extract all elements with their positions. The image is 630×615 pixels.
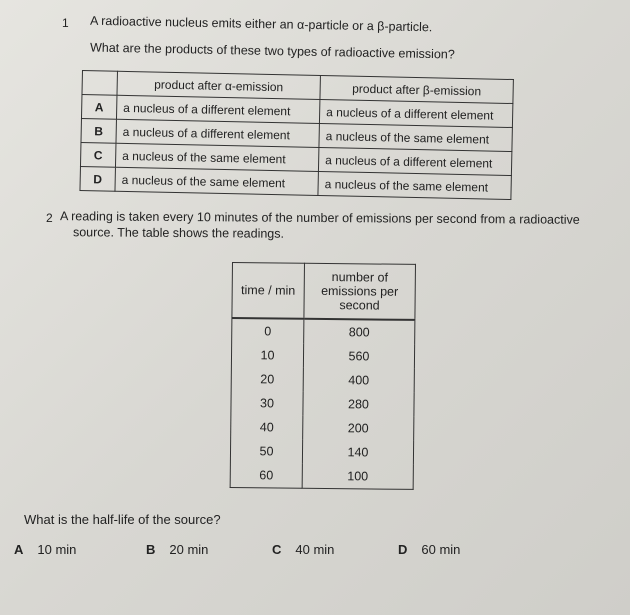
- option-text: 20 min: [169, 542, 209, 557]
- table-row: [231, 415, 414, 441]
- emissions-cell: 280: [303, 392, 414, 417]
- readings-table: [230, 262, 416, 490]
- option-letter: C: [272, 542, 282, 557]
- option-text: 60 min: [421, 542, 461, 557]
- beta-product: a nucleus of a different element: [319, 99, 512, 127]
- header-beta: product after β-emission: [320, 75, 513, 103]
- table-row: [232, 318, 415, 345]
- question-1-prompt: What are the products of these two types of radioactive emission?: [89, 40, 455, 62]
- option-a[interactable]: [14, 542, 76, 557]
- emissions-cell: 100: [302, 464, 413, 490]
- table-row: [231, 367, 414, 393]
- alpha-product: a nucleus of the same element: [115, 143, 318, 171]
- row-label: B: [81, 118, 116, 143]
- option-d[interactable]: [398, 542, 460, 557]
- question-2-number: 2: [46, 211, 53, 225]
- question-2-prompt: What is the half-life of the source?: [24, 512, 221, 527]
- time-cell: 40: [231, 415, 303, 440]
- option-letter: D: [398, 542, 408, 557]
- header-emissions: number of emissions per second: [304, 263, 416, 320]
- time-cell: 20: [231, 367, 303, 392]
- row-label: D: [80, 166, 115, 191]
- table-row: [231, 391, 414, 417]
- question-1-number: 1: [62, 16, 69, 30]
- time-cell: 50: [230, 439, 302, 464]
- row-label: C: [80, 142, 115, 167]
- question-1-stem: A radioactive nucleus emits either an α-particle or a β-particle.: [89, 13, 433, 35]
- header-alpha: product after α-emission: [117, 71, 320, 99]
- emissions-cell: 200: [303, 416, 414, 441]
- table-row: [231, 343, 414, 369]
- emissions-cell: 400: [303, 368, 414, 393]
- time-cell: 0: [232, 318, 304, 344]
- time-cell: 60: [230, 463, 302, 488]
- table-row: [230, 439, 413, 465]
- header-time: time / min: [232, 263, 305, 319]
- emissions-cell: 560: [303, 344, 414, 369]
- beta-product: a nucleus of the same element: [318, 171, 511, 199]
- table-row: [230, 463, 413, 489]
- alpha-product: a nucleus of a different element: [116, 119, 319, 147]
- beta-product: a nucleus of the same element: [319, 123, 512, 151]
- option-c[interactable]: [272, 542, 334, 557]
- option-b[interactable]: [146, 542, 208, 557]
- question-2-stem-line2: source. The table shows the readings.: [72, 225, 285, 241]
- emission-products-table: [79, 70, 513, 200]
- alpha-product: a nucleus of the same element: [115, 167, 318, 195]
- option-text: 10 min: [37, 542, 77, 557]
- question-2-stem-line1: A reading is taken every 10 minutes of the number of emissions per second from a radioactive: [59, 209, 580, 227]
- row-label: A: [81, 95, 116, 120]
- beta-product: a nucleus of a different element: [318, 147, 511, 175]
- time-cell: 10: [231, 343, 303, 368]
- emissions-cell: 140: [302, 440, 413, 465]
- alpha-product: a nucleus of a different element: [116, 95, 319, 123]
- table-header-row: [232, 263, 416, 320]
- time-cell: 30: [231, 391, 303, 416]
- header-blank: [82, 71, 117, 96]
- option-text: 40 min: [295, 542, 335, 557]
- option-letter: B: [146, 542, 156, 557]
- emissions-cell: 800: [304, 319, 415, 345]
- option-letter: A: [14, 542, 24, 557]
